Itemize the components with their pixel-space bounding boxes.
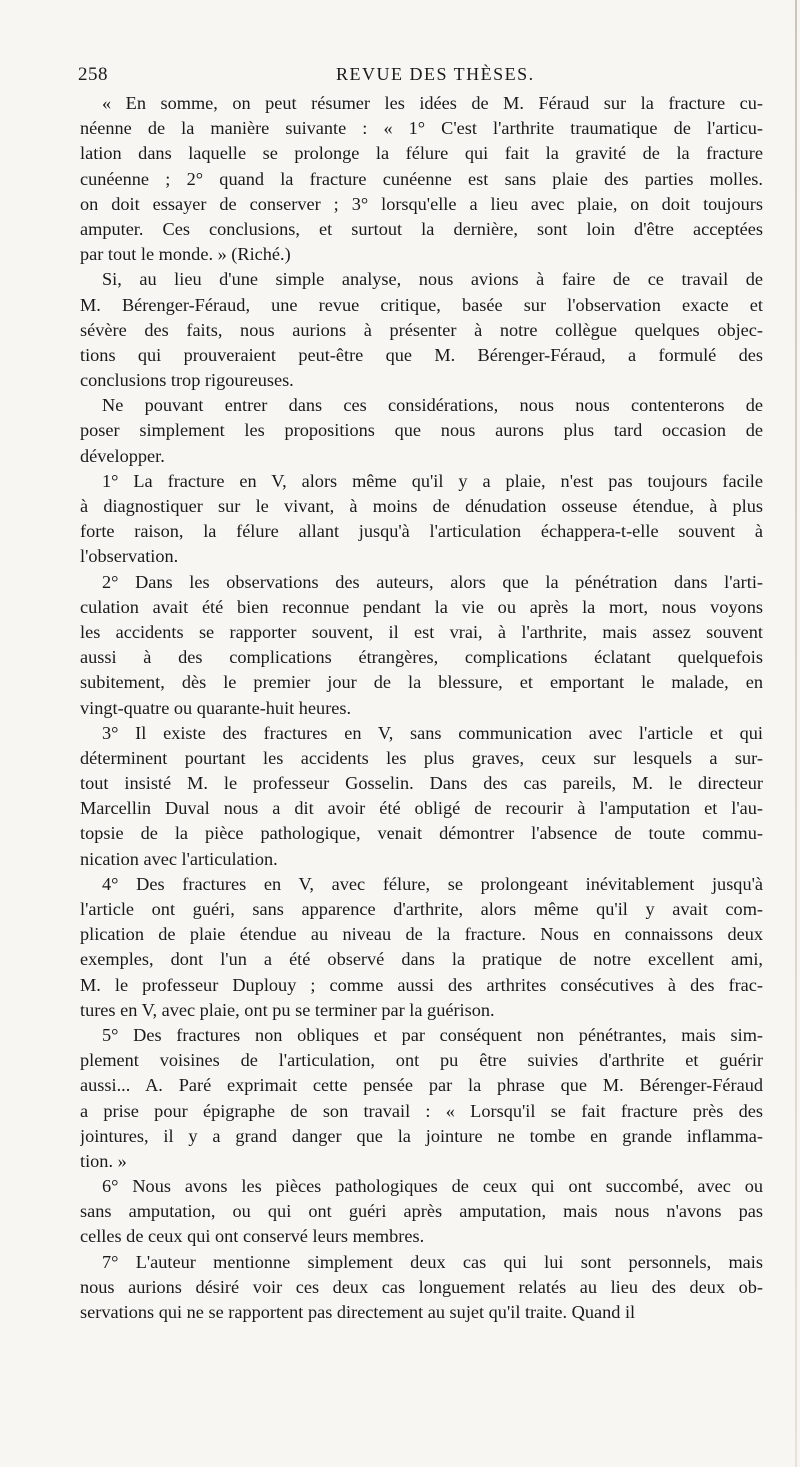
text-line: « En somme, on peut résumer les idées de M. Féraud sur la fracture cu-: [102, 93, 763, 113]
text-line: 6° Nous avons les pièces pathologiques de ceux qui ont succombé, avec ou: [102, 1176, 763, 1197]
text-line: Si, au lieu d'une simple analyse, nous avions à faire de ce travail de: [102, 269, 763, 290]
paragraph: [80, 267, 763, 393]
text-line: tures en V, avec plaie, ont pu se terminer par la guérison.: [80, 999, 495, 1020]
page-header: [78, 64, 738, 88]
paragraph: [80, 1023, 763, 1174]
text-line: aussi... A. Paré exprimait cette pensée par la phrase que M. Bérenger-Féraud: [80, 1075, 763, 1096]
text-line: tion. »: [80, 1150, 127, 1171]
text-line: tout insisté M. le professeur Gosselin. Dans des cas pareils, M. le directeur: [80, 773, 763, 794]
text-line: forte raison, la félure allant jusqu'à l'articulation échappera-t-elle souvent à: [80, 521, 763, 542]
text-line: sans amputation, ou qui ont guéri après amputation, mais nous n'avons pas: [80, 1201, 763, 1222]
paragraph: [80, 469, 763, 570]
text-line: on doit essayer de conserver ; 3° lorsqu'elle a lieu avec plaie, on doit toujours: [80, 193, 763, 214]
text-line: développer.: [80, 445, 165, 466]
text-line: déterminent pourtant les accidents les plus graves, ceux sur lesquels a sur-: [80, 747, 763, 768]
text-line: vingt-quatre ou quarante-huit heures.: [80, 697, 352, 718]
text-line: 1° La fracture en V, alors même qu'il y a plaie, n'est pas toujours facile: [102, 470, 763, 491]
text-line: 3° Il existe des fractures en V, sans communication avec l'article et qui: [102, 722, 763, 743]
text-line: Marcellin Duval nous a dit avoir été obligé de recourir à l'amputation et l'au-: [80, 798, 763, 819]
text-line: nous aurions désiré voir ces deux cas longuement relatés au lieu des deux ob-: [80, 1276, 763, 1297]
text-line: à diagnostiquer sur le vivant, à moins de dénudation osseuse étendue, à plus: [80, 496, 763, 516]
paragraph: [80, 721, 763, 872]
text-line: plement voisines de l'articulation, ont pu être suivies d'arthrite et guérir: [80, 1050, 763, 1071]
text-line: par tout le monde. » (Riché.): [80, 244, 291, 265]
text-line: M. Bérenger-Féraud, une revue critique, basée sur l'observation exacte et: [80, 294, 763, 315]
paragraph: [80, 570, 763, 721]
text-line: amputer. Ces conclusions, et surtout la dernière, sont loin d'être acceptées: [80, 218, 763, 239]
text-line: les accidents se rapporter souvent, il est vrai, à l'arthrite, mais assez souvent: [80, 621, 763, 642]
text-line: conclusions trop rigoureuses.: [80, 370, 294, 391]
text-line: tions qui prouveraient peut-être que M. Bérenger-Féraud, a formulé des: [80, 344, 763, 365]
text-line: 7° L'auteur mentionne simplement deux cas qui lui sont personnels, mais: [102, 1251, 763, 1272]
text-line: lation dans laquelle se prolonge la félure qui fait la gravité de la fracture: [80, 143, 763, 164]
text-line: jointures, il y a grand danger que la jointure ne tombe en grande inflamma-: [80, 1125, 763, 1146]
text-line: l'article ont guéri, sans apparence d'arthrite, alors même qu'il y avait com-: [80, 899, 763, 919]
text-line: M. le professeur Duplouy ; comme aussi des arthrites consécutives à des frac-: [80, 974, 763, 995]
paragraph: [80, 393, 763, 469]
text-line: aussi à des complications étrangères, complications éclatant quelquefois: [80, 647, 763, 668]
paragraph: [80, 1174, 763, 1250]
text-line: sévère des faits, nous aurions à présenter à notre collègue quelques objec-: [80, 319, 763, 340]
running-head: REVUE DES THÈSES.: [336, 64, 535, 84]
text-line: servations qui ne se rapportent pas directement au sujet qu'il traite. Quand il: [80, 1302, 636, 1322]
page-number: 258: [78, 64, 108, 85]
text-line: nication avec l'articulation.: [80, 848, 278, 869]
page-edge: [795, 0, 797, 1467]
text-line: poser simplement les propositions que nous aurons plus tard occasion de: [80, 420, 763, 441]
text-line: a prise pour épigraphe de son travail : « Lorsqu'il se fait fracture près des: [80, 1100, 763, 1121]
text-line: Ne pouvant entrer dans ces considérations, nous nous contenterons de: [102, 395, 763, 416]
text-line: néenne de la manière suivante : « 1° C'est l'arthrite traumatique de l'articu-: [80, 118, 763, 139]
text-line: celles de ceux qui ont conservé leurs membres.: [80, 1226, 425, 1247]
paragraph: [80, 1250, 763, 1326]
text-line: topsie de la pièce pathologique, venait démontrer l'absence de toute commu-: [80, 823, 763, 844]
text-line: culation avait été bien reconnue pendant la vie ou après la mort, nous voyons: [80, 596, 763, 617]
text-line: exemples, dont l'un a été observé dans la pratique de notre excellent ami,: [80, 949, 763, 970]
body-text: [80, 91, 763, 1325]
text-line: 5° Des fractures non obliques et par conséquent non pénétrantes, mais sim-: [102, 1024, 763, 1045]
text-line: subitement, dès le premier jour de la blessure, et emportant le malade, en: [80, 672, 763, 693]
text-line: cunéenne ; 2° quand la fracture cunéenne est sans plaie des parties molles.: [80, 168, 763, 189]
text-line: plication de plaie étendue au niveau de la fracture. Nous en connaissons deux: [80, 924, 763, 945]
paragraph: [80, 872, 763, 1023]
text-line: 2° Dans les observations des auteurs, alors que la pénétration dans l'arti-: [102, 571, 763, 592]
paragraph: [80, 91, 763, 267]
text-line: 4° Des fractures en V, avec félure, se prolongeant inévitablement jusqu'à: [102, 873, 763, 894]
text-line: l'observation.: [80, 546, 179, 567]
